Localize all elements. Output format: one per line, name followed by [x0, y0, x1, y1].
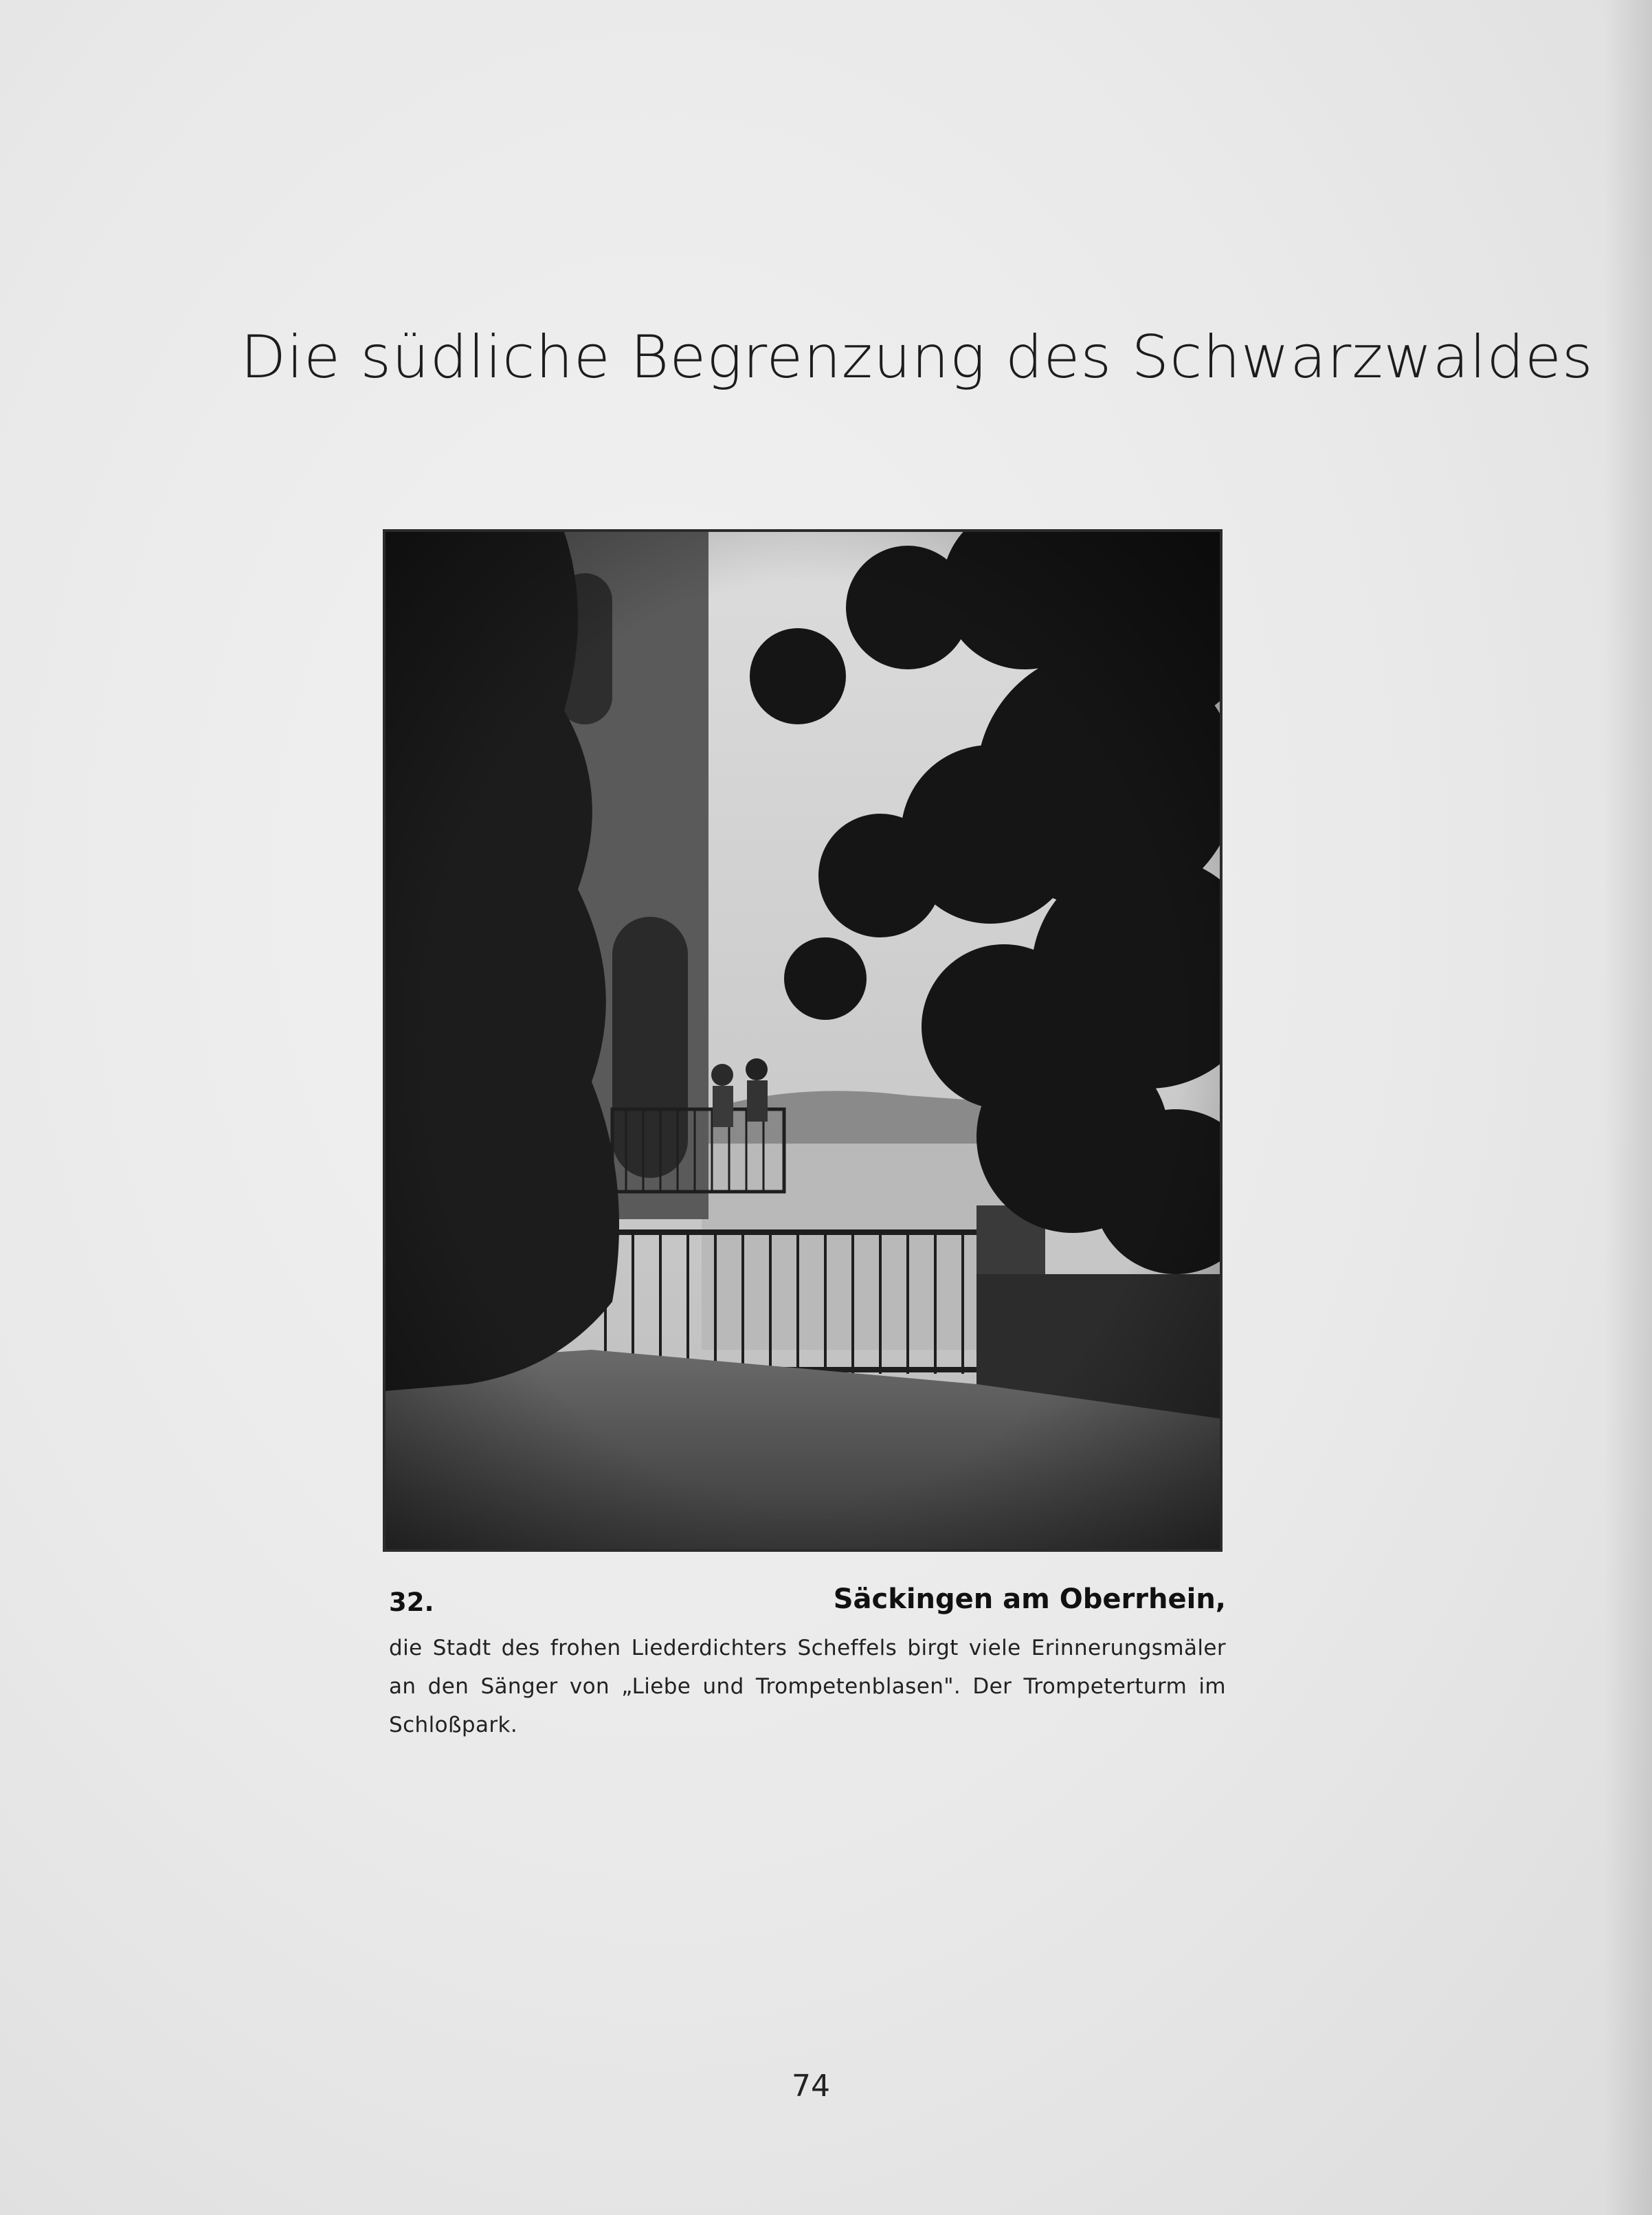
figure-number: 32.	[389, 1588, 434, 1617]
page-title: Die südliche Begrenzung des Schwarzwaldes	[241, 323, 1594, 392]
figure-caption-text: die Stadt des frohen Liederdichters Scheffels birgt viele Erinnerungsmäler an den Sänger von „Liebe und Trompetenblasen". Der Trompeterturm im Schloßpark.	[389, 1636, 1226, 1737]
photo-image	[386, 532, 1220, 1549]
page-edge-shadow	[1604, 0, 1652, 2215]
photograph	[383, 529, 1223, 1552]
page-number: 74	[792, 2069, 830, 2104]
figure-caption-title: Säckingen am Oberrhein,	[833, 1583, 1226, 1615]
